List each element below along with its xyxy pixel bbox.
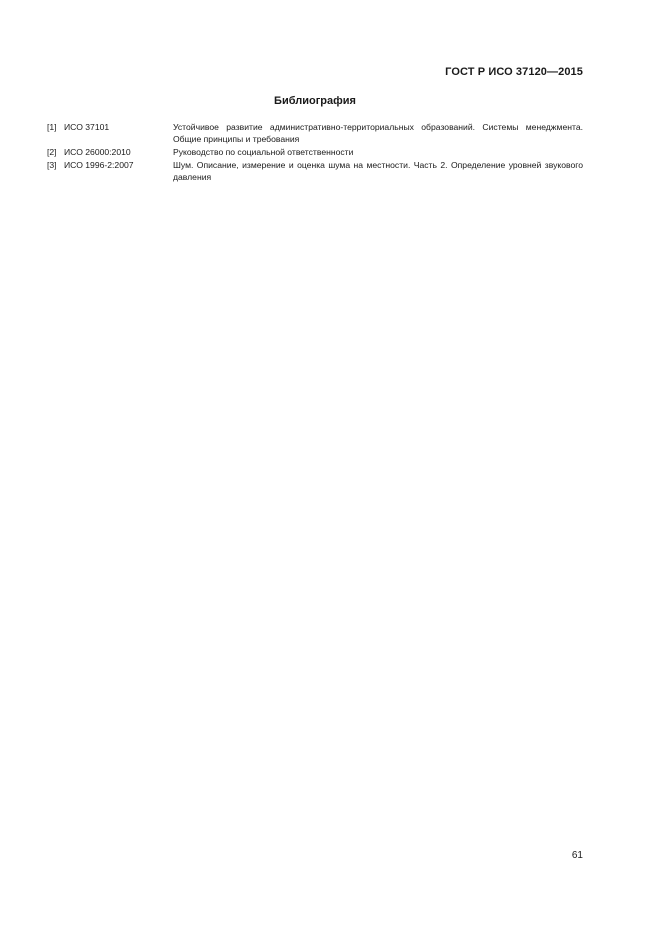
entry-title: Шум. Описание, измерение и оценка шума на местности. Часть 2. Определение уровней звукового давления (173, 160, 583, 182)
bibliography-entry (47, 159, 583, 183)
bibliography-entry (47, 146, 583, 158)
document-header: ГОСТ Р ИСО 37120—2015 (445, 66, 583, 78)
entry-title: Руководство по социальной ответственности (173, 147, 354, 157)
entry-number: [1] (47, 122, 57, 132)
entry-reference: ИСО 26000:2010 (64, 147, 131, 157)
entry-number: [3] (47, 160, 57, 170)
bibliography-list (47, 121, 583, 184)
bibliography-title: Библиография (274, 95, 356, 107)
bibliography-entry (47, 121, 583, 145)
entry-reference: ИСО 1996-2:2007 (64, 160, 134, 170)
page-number: 61 (571, 850, 583, 861)
entry-number: [2] (47, 147, 57, 157)
entry-reference: ИСО 37101 (64, 122, 110, 132)
entry-title: Устойчивое развитие административно-территориальных образований. Системы менеджмента. Общие принципы и требования (173, 122, 583, 144)
